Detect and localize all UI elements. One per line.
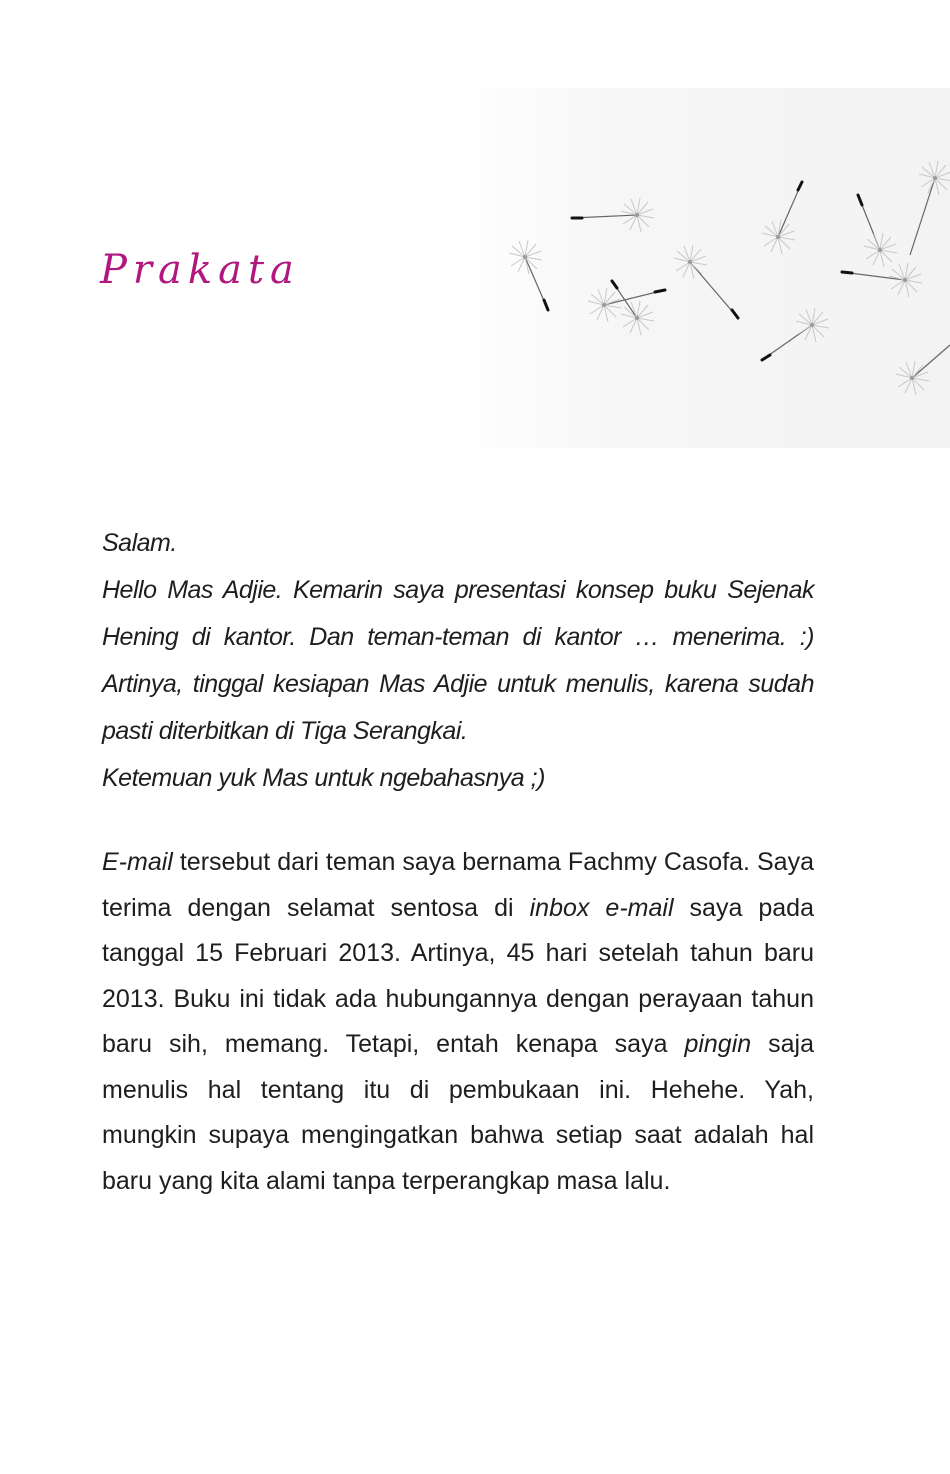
email-greeting: Salam. (102, 529, 177, 557)
body-text-part: saya pada tanggal 15 Februari 2013. Artinya, 45 hari setelah tahun baru 2013. Buku ini tidak ada hubungannya dengan perayaan tahun baru sih, memang. Tetapi, entah kenapa saya (102, 893, 814, 1058)
illustration-panel (452, 88, 950, 448)
body-text-part: saja menulis hal tentang itu di pembukaan ini. Hehehe. Yah, mungkin supaya mengingatkan bahwa setiap saat adalah hal baru yang kita alami tanpa terperangkap masa lalu. (102, 1030, 814, 1195)
body-text-part: tersebut dari teman saya bernama Fachmy Casofa. Saya terima dengan selamat sentosa di (102, 848, 814, 922)
page-title: Prakata (100, 247, 300, 293)
italic-term-pingin: pingin (684, 1030, 752, 1058)
body-paragraph (102, 840, 814, 1204)
email-closing: Ketemuan yuk Mas untuk ngebahasnya ;) (102, 764, 545, 792)
italic-term-email: E-mail (102, 848, 173, 876)
email-paragraph: Hello Mas Adjie. Kemarin saya presentasi konsep buku Sejenak Hening di kantor. Dan teman-teman di kantor … menerima. :) Artinya, tinggal kesiapan Mas Adjie untuk menulis, karena sudah pasti diterbitkan di Tiga Serangkai. (102, 576, 814, 745)
italic-term-inbox: inbox e-mail (529, 893, 674, 922)
quoted-email (102, 520, 814, 802)
